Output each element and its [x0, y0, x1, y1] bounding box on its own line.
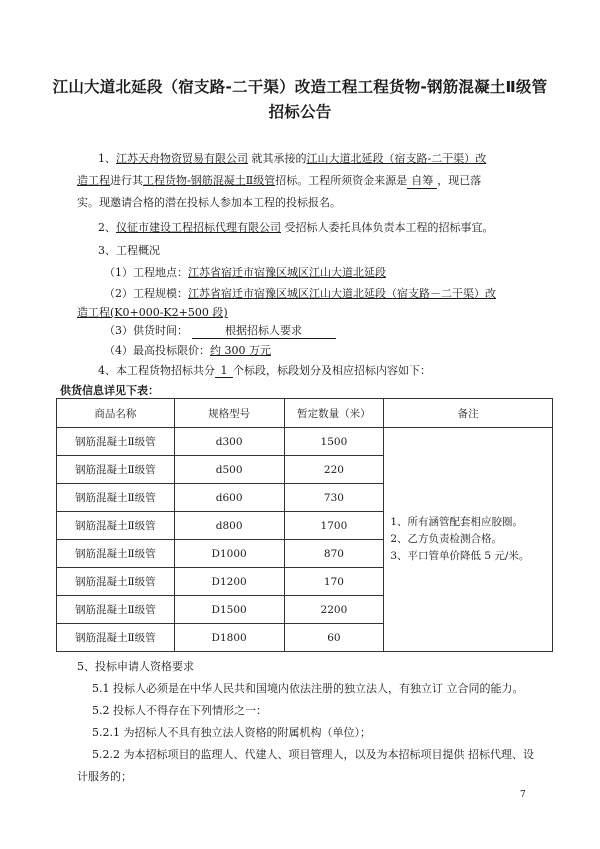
header-product: 商品名称 — [57, 399, 175, 428]
cell-product: 钢筋混凝土Ⅱ级管 — [57, 596, 175, 624]
cell-spec: d300 — [174, 428, 284, 456]
req-5-2-2-cont: 计服务的； — [77, 770, 132, 783]
max-price-line — [104, 342, 271, 358]
cell-quantity: 2200 — [284, 596, 384, 624]
supply-time-label: （3）供货时间： — [104, 324, 188, 337]
location-value: 江苏省宿迁市宿豫区城区江山大道北延段 — [188, 266, 386, 279]
header-spec: 规格型号 — [174, 399, 284, 428]
table-header-row — [57, 399, 553, 428]
cell-quantity: 1700 — [284, 512, 384, 540]
cell-quantity: 60 — [284, 624, 384, 652]
header-remarks: 备注 — [384, 399, 553, 428]
para1-line1 — [98, 150, 486, 166]
supply-time-line — [104, 322, 336, 339]
cell-product: 钢筋混凝土Ⅱ级管 — [57, 568, 175, 596]
table-row — [57, 428, 553, 456]
cell-quantity: 170 — [284, 568, 384, 596]
cell-spec: d800 — [174, 512, 284, 540]
project-name: 江山大道北延段（宿支路-二干渠）改 — [306, 152, 487, 165]
location-line — [104, 264, 386, 280]
para1-text-4: ，现已落 — [437, 174, 482, 187]
title-line-2: 招标公告 — [268, 103, 332, 121]
page-number: 7 — [520, 790, 526, 800]
para1-text-2: 进行其 — [110, 174, 143, 187]
scale-line — [104, 285, 496, 301]
para4-prefix: 4、本工程货物招标共分 — [98, 364, 215, 377]
req-5-2-1: 5.2.1 为招标人不具有独立法人资格的附属机构（单位）； — [92, 726, 371, 739]
para1-line3: 实。现邀请合格的潜在投标人参加本工程的投标报名。 — [77, 196, 341, 209]
cell-spec: D1800 — [174, 624, 284, 652]
agent-name: 仪征市建设工程招标代理有限公司 — [116, 221, 281, 234]
scale-label: （2）工程规模： — [104, 287, 188, 300]
para4-text: 个标段，标段划分及相应招标内容如下： — [233, 364, 431, 377]
cell-quantity: 870 — [284, 540, 384, 568]
para1-line2 — [77, 172, 481, 189]
req-5-1: 5.1 投标人必须是在中华人民共和国境内依法注册的独立法人，有独立订 立合同的能力。 — [92, 682, 524, 695]
scale-value-cont: 造工程(K0+000-K2+500 段) — [77, 306, 228, 319]
remark-2: 2、乙方负责检测合格。 — [390, 533, 503, 545]
para1-text-3: 招标。工程所须资金来源是 — [275, 174, 408, 187]
para4 — [98, 362, 431, 378]
cell-quantity: 220 — [284, 456, 384, 484]
scale-value: 江苏省宿迁市宿豫区城区江山大道北延段（宿支路－二干渠）改 — [188, 287, 496, 300]
max-price-label: （4）最高投标限价： — [104, 344, 210, 357]
section-count: 1 — [215, 364, 233, 378]
fund-source: 自筹 — [407, 172, 437, 189]
location-label: （1）工程地点： — [104, 266, 188, 279]
cell-spec: d600 — [174, 484, 284, 512]
goods-name: 工程货物-钢筋混凝土Ⅱ级管 — [143, 174, 276, 187]
tenderee-name: 江苏天舟物资贸易有限公司 — [116, 152, 248, 165]
req-5-2-2: 5.2.2 为本招标项目的监理人、代建人、项目管理人，以及为本招标项目提供 招标代理、设 — [92, 748, 534, 761]
para2-prefix: 2、 — [98, 221, 116, 234]
cell-spec: D1500 — [174, 596, 284, 624]
supply-time-value: 根据招标人要求 — [192, 322, 336, 339]
supply-table — [56, 398, 553, 652]
cell-spec: d500 — [174, 456, 284, 484]
cell-quantity: 1500 — [284, 428, 384, 456]
table-caption: 供货信息详见下表： — [60, 384, 159, 397]
cell-product: 钢筋混凝土Ⅱ级管 — [57, 484, 175, 512]
para3-title: 3、工程概况 — [98, 244, 160, 257]
cell-product: 钢筋混凝土Ⅱ级管 — [57, 428, 175, 456]
cell-remarks — [384, 428, 553, 652]
req-5-2: 5.2 投标人不得存在下列情形之一： — [92, 704, 267, 717]
para1-prefix: 1、 — [98, 152, 116, 165]
cell-product: 钢筋混凝土Ⅱ级管 — [57, 540, 175, 568]
para5-title: 5、投标申请人资格要求 — [77, 660, 194, 673]
para2-text: 受招标人委托具体负责本工程的招标事宜。 — [284, 221, 494, 234]
cell-spec: D1000 — [174, 540, 284, 568]
title-line-1: 江山大道北延段（宿支路-二干渠）改造工程工程货物-钢筋混凝土Ⅱ级管 — [52, 78, 548, 96]
cell-product: 钢筋混凝土Ⅱ级管 — [57, 624, 175, 652]
para2 — [98, 219, 494, 235]
remark-1: 1、所有涵管配套相应胶圈。 — [390, 516, 524, 528]
scale-line-cont — [77, 304, 228, 320]
cell-spec: D1200 — [174, 568, 284, 596]
cell-product: 钢筋混凝土Ⅱ级管 — [57, 456, 175, 484]
cell-product: 钢筋混凝土Ⅱ级管 — [57, 512, 175, 540]
header-quantity: 暂定数量（米） — [284, 399, 384, 428]
para1-text: 就其承接的 — [251, 152, 307, 165]
project-name-cont: 造工程 — [77, 174, 110, 187]
max-price-value: 约 300 万元 — [210, 344, 271, 357]
remark-3: 3、平口管单价降低 5 元/米。 — [390, 550, 530, 562]
cell-quantity: 730 — [284, 484, 384, 512]
